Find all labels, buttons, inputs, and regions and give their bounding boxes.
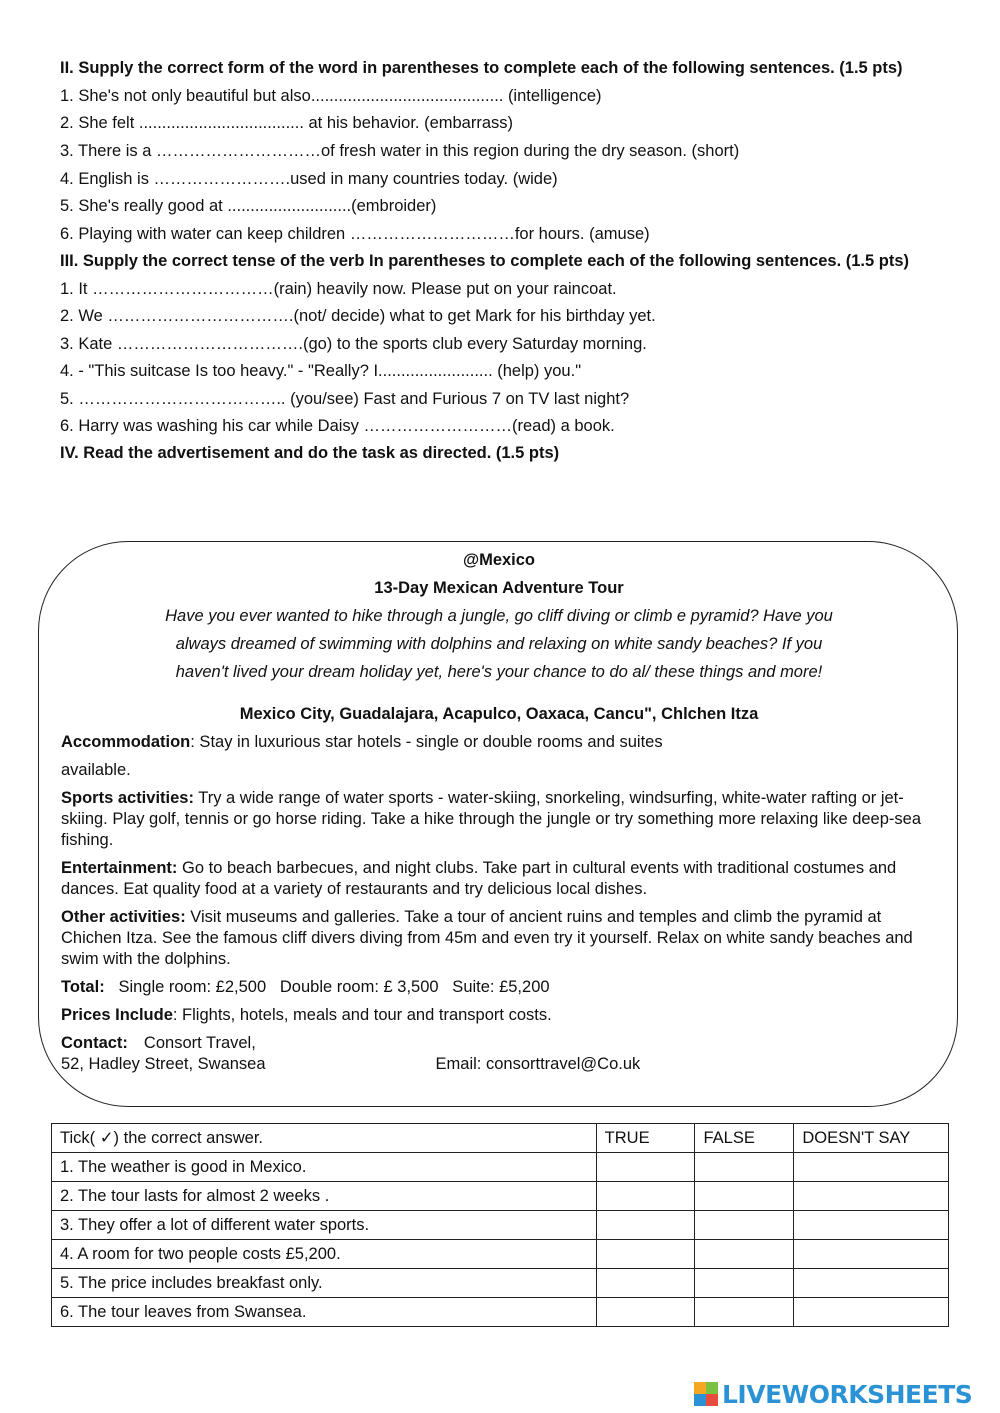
liveworksheets-logo-text: LIVEWORKSHEETS (722, 1379, 973, 1409)
advertisement-box (38, 541, 958, 1107)
contact-address: 52, Hadley Street, Swansea (61, 1055, 266, 1073)
true-false-table (51, 1123, 949, 1327)
answer-cell-true[interactable] (596, 1298, 695, 1327)
sports-label: Sports activities: (61, 789, 194, 807)
entertainment-text: Go to beach barbecues, and night clubs. Take part in cultural events with traditional costumes and dances. Eat quality food at a variety of restaurants and try delicious local dishes. (61, 859, 897, 898)
other-text: Visit museums and galleries. Take a tour of ancient ruins and temples and climb the pyramid at Chichen Itza. See the famous cliff divers diving from 45m and even try it yourself. Relax on white sandy beaches and swim with the dolphins. (61, 908, 913, 968)
ad-total (61, 977, 937, 998)
section-3 (60, 251, 940, 436)
section-3-item: 5. ……………………………….. (you/see) Fast and Furious 7 on TV last night? (60, 389, 630, 408)
total-label: Total: (61, 978, 105, 996)
section-3-heading: III. Supply the correct tense of the verb In parentheses to complete each of the following sentences. (1.5 pts) (60, 252, 910, 271)
question-text: 3. They offer a lot of different water sports. (52, 1211, 597, 1240)
section-3-item: 1. It ……………………………(rain) heavily now. Please put on your raincoat. (60, 279, 617, 298)
contact-name: Consort Travel, (143, 1034, 256, 1052)
table-header-row (52, 1124, 949, 1153)
section-2-item: 1. She's not only beautiful but also.......................................... (intelligence) (60, 86, 602, 105)
table-header-false: FALSE (695, 1124, 794, 1153)
accommodation-text-2: available. (61, 761, 131, 779)
ad-entertainment (61, 858, 937, 900)
answer-cell-true[interactable] (596, 1240, 695, 1269)
question-text: 2. The tour lasts for almost 2 weeks . (52, 1182, 597, 1211)
ad-sports (61, 788, 937, 851)
answer-cell-true[interactable] (596, 1182, 695, 1211)
ad-accommodation (61, 732, 937, 753)
table-row (52, 1269, 949, 1298)
answer-cell-false[interactable] (695, 1240, 794, 1269)
ad-intro-line: Have you ever wanted to hike through a jungle, go cliff diving or climb e pyramid? Have you (165, 607, 833, 625)
section-4 (60, 443, 940, 463)
ad-title: 13-Day Mexican Adventure Tour (374, 579, 624, 597)
section-3-item: 3. Kate …………………………….(go) to the sports club every Saturday morning. (60, 334, 647, 353)
answer-cell-false[interactable] (695, 1298, 794, 1327)
section-3-item: 4. - "This suitcase Is too heavy." - "Really? I......................... (help) you." (60, 362, 582, 381)
other-label: Other activities: (61, 908, 186, 926)
table-row (52, 1182, 949, 1211)
section-2-item: 4. English is …………………….used in many countries today. (wide) (60, 169, 558, 188)
section-2-item: 3. There is a …………………………of fresh water in this region during the dry season. (short) (60, 142, 740, 161)
ad-cities: Mexico City, Guadalajara, Acapulco, Oaxaca, Cancu", Chlchen Itza (239, 705, 759, 723)
ad-intro-line: always dreamed of swimming with dolphins and relaxing on white sandy beaches? If you (175, 635, 823, 653)
answer-cell-true[interactable] (596, 1269, 695, 1298)
prices-text: : Flights, hotels, meals and tour and transport costs. (172, 1006, 552, 1024)
section-2-item: 5. She's really good at ...........................(embroider) (60, 197, 437, 216)
section-3-item: 6. Harry was washing his car while Daisy ………………………(read) a book. (60, 417, 615, 436)
section-2 (60, 58, 940, 244)
answer-cell-doesnt-say[interactable] (794, 1153, 949, 1182)
total-text: Single room: £2,500 Double room: £ 3,500 Suite: £5,200 (104, 978, 550, 996)
answer-cell-doesnt-say[interactable] (794, 1211, 949, 1240)
ad-contact (61, 1033, 937, 1054)
prices-label: Prices Include (61, 1006, 173, 1024)
question-text: 4. A room for two people costs £5,200. (52, 1240, 597, 1269)
liveworksheets-logo-icon (694, 1382, 718, 1406)
sports-text: Try a wide range of water sports - water-skiing, snorkeling, windsurfing, white-water rafting or jet-skiing. Play golf, tennis or go horse riding. Take a hike through the jungle or try something more relaxing like deep-sea fishing. (61, 789, 922, 849)
contact-email: Email: consorttravel@Co.uk (435, 1055, 641, 1073)
ad-intro-line: haven't lived your dream holiday yet, here's your chance to do al/ these things and more! (175, 663, 823, 681)
accommodation-text: : Stay in luxurious star hotels - single or double rooms and suites (190, 733, 663, 751)
table-header-doesnt-say: DOESN'T SAY (794, 1124, 949, 1153)
ad-other (61, 907, 937, 970)
answer-cell-doesnt-say[interactable] (794, 1182, 949, 1211)
entertainment-label: Entertainment: (61, 859, 178, 877)
answer-cell-true[interactable] (596, 1153, 695, 1182)
answer-cell-false[interactable] (695, 1269, 794, 1298)
answer-cell-false[interactable] (695, 1182, 794, 1211)
ad-contact-details (61, 1054, 937, 1075)
ad-prices (61, 1005, 937, 1026)
contact-label: Contact: (61, 1034, 128, 1052)
section-4-heading: IV. Read the advertisement and do the task as directed. (1.5 pts) (60, 444, 560, 463)
answer-cell-false[interactable] (695, 1153, 794, 1182)
table-row (52, 1298, 949, 1327)
answer-cell-doesnt-say[interactable] (794, 1240, 949, 1269)
accommodation-label: Accommodation (61, 733, 191, 751)
table-row (52, 1211, 949, 1240)
ad-intro (61, 602, 937, 686)
answer-cell-doesnt-say[interactable] (794, 1269, 949, 1298)
ad-handle: @Mexico (462, 551, 536, 569)
question-text: 5. The price includes breakfast only. (52, 1269, 597, 1298)
table-header-true: TRUE (596, 1124, 695, 1153)
table-row (52, 1153, 949, 1182)
table-row (52, 1240, 949, 1269)
question-text: 1. The weather is good in Mexico. (52, 1153, 597, 1182)
section-2-item: 2. She felt .................................... at his behavior. (embarrass) (60, 114, 514, 133)
liveworksheets-logo[interactable] (694, 1380, 972, 1408)
worksheet (60, 58, 940, 463)
table-header-question: Tick( ✓) the correct answer. (52, 1124, 597, 1153)
question-text: 6. The tour leaves from Swansea. (52, 1298, 597, 1327)
answer-cell-false[interactable] (695, 1211, 794, 1240)
section-2-heading: II. Supply the correct form of the word in parentheses to complete each of the following sentences. (1.5 pts) (60, 59, 903, 77)
section-3-item: 2. We …………………………….(not/ decide) what to get Mark for his birthday yet. (60, 307, 656, 326)
section-2-item: 6. Playing with water can keep children …………………………for hours. (amuse) (60, 225, 650, 244)
answer-cell-true[interactable] (596, 1211, 695, 1240)
answer-cell-doesnt-say[interactable] (794, 1298, 949, 1327)
